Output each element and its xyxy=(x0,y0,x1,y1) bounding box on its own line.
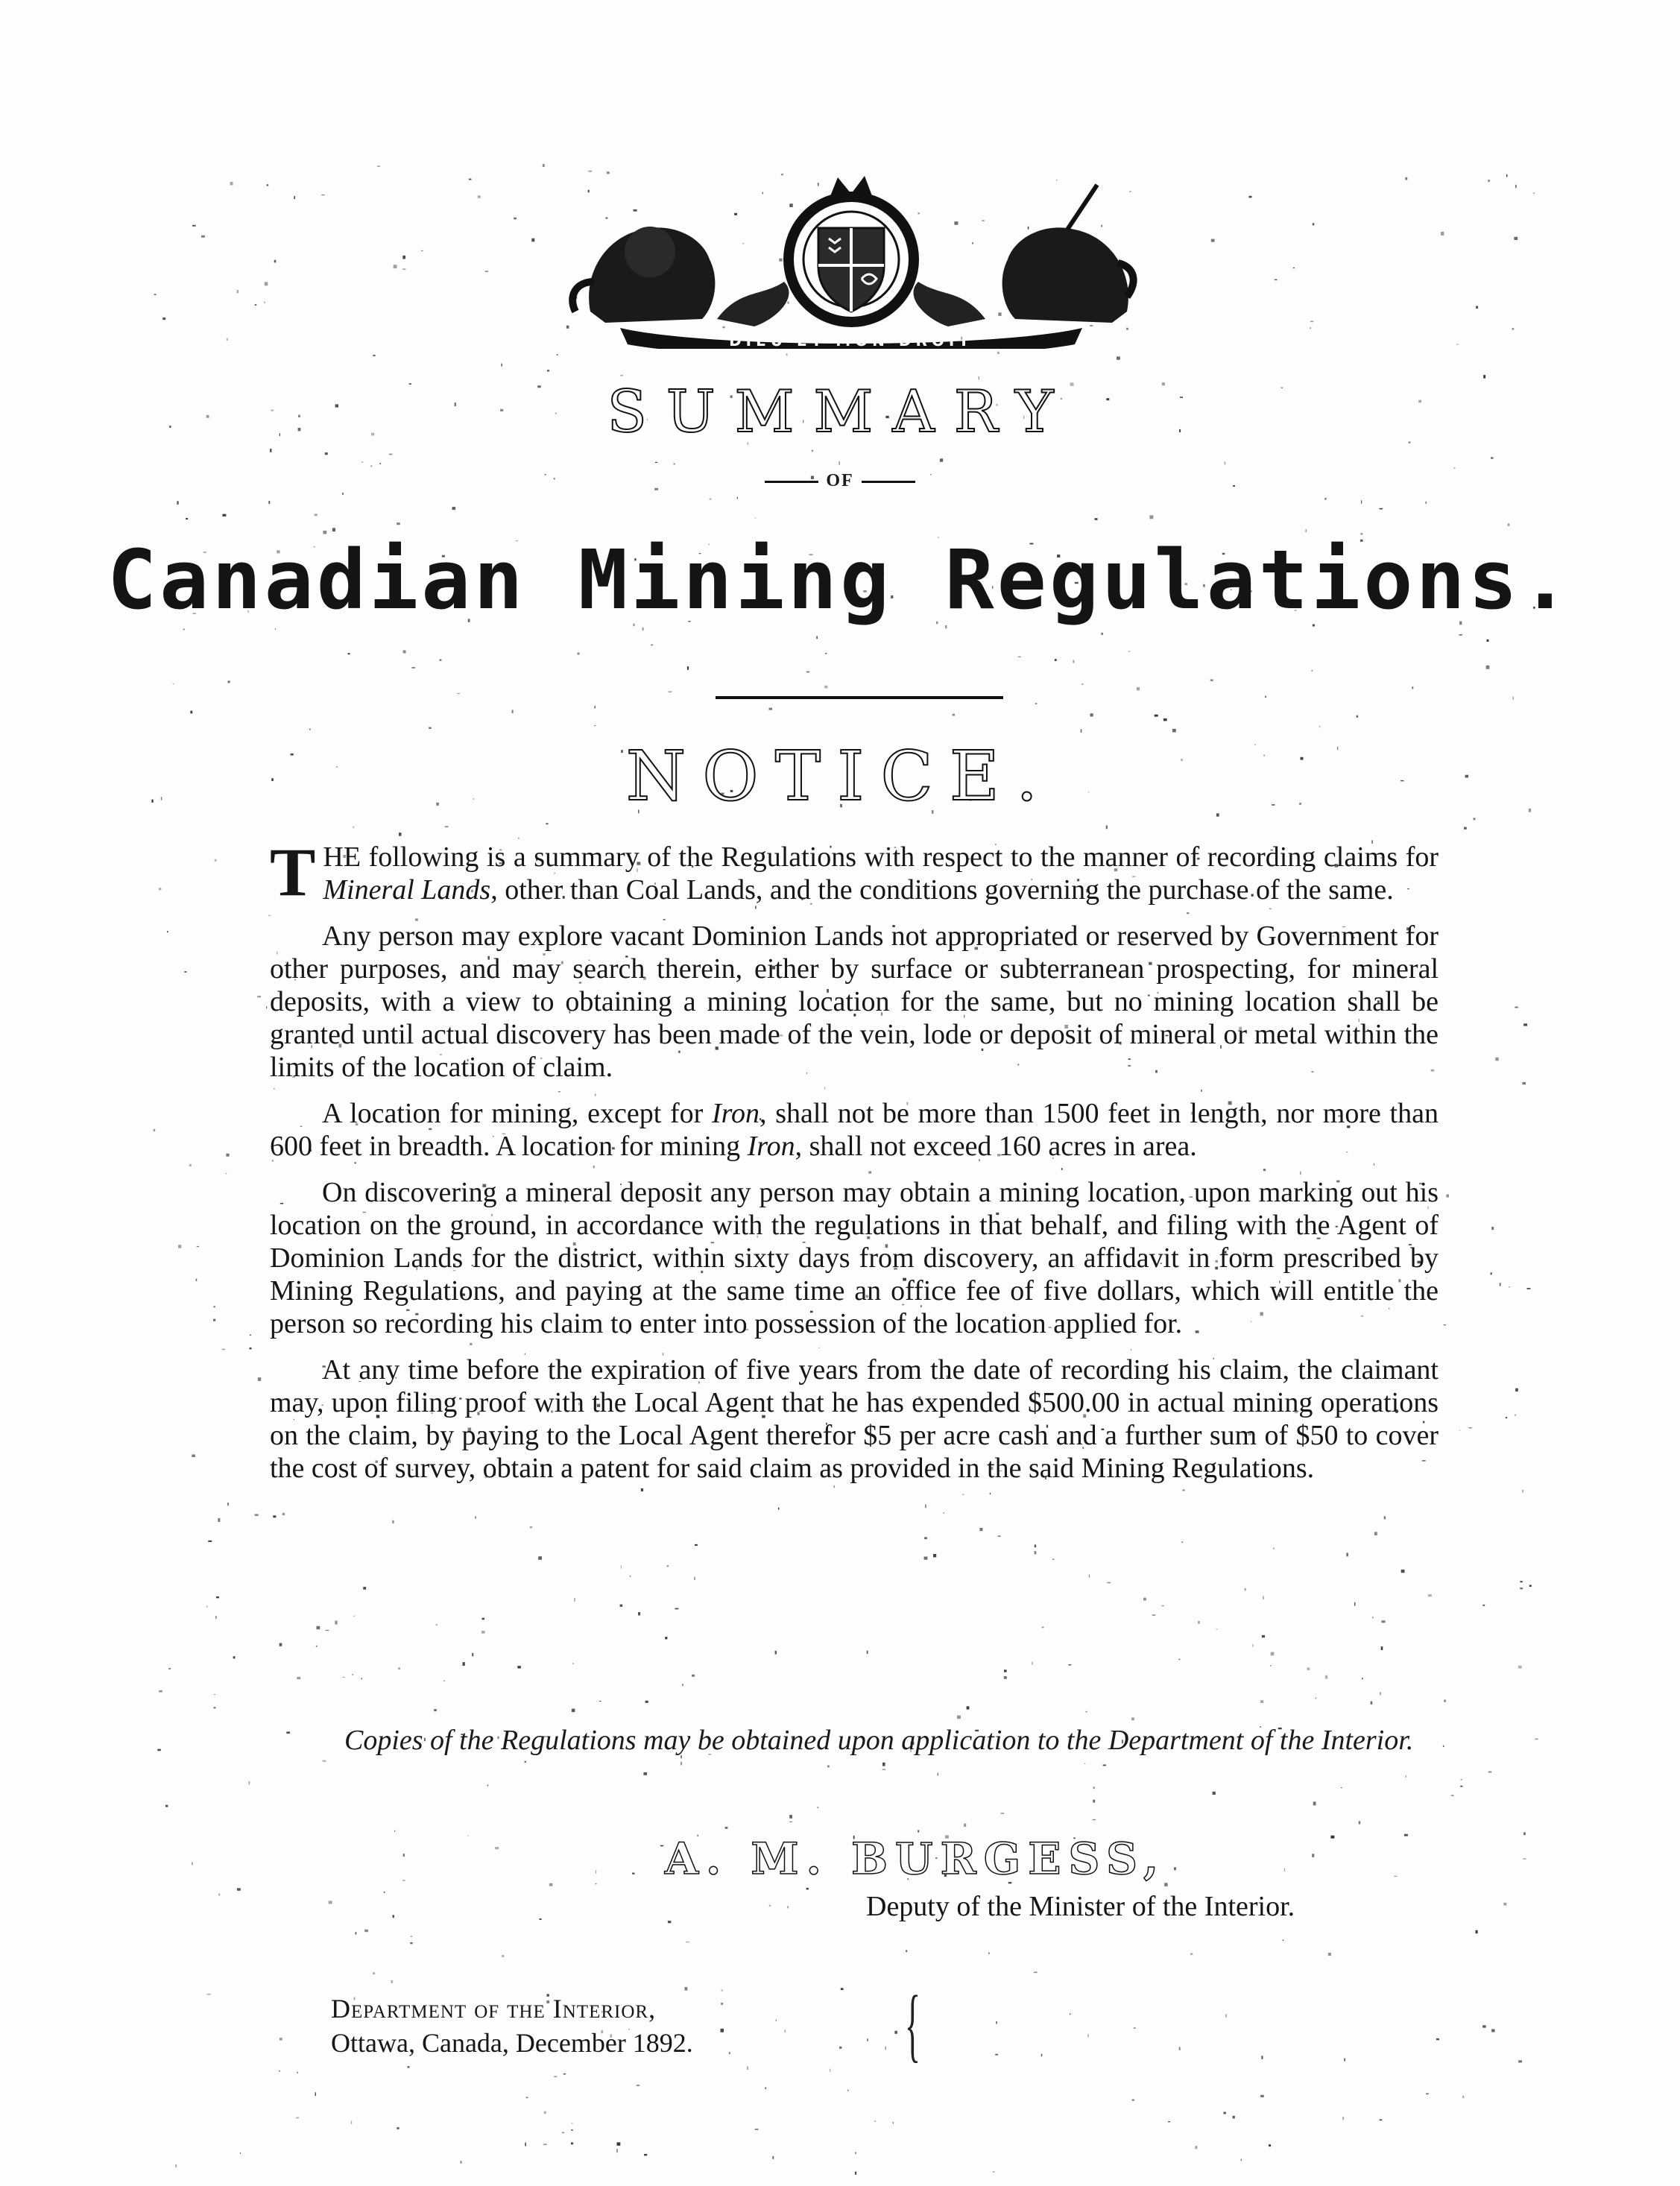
paragraph-intro xyxy=(270,834,1439,910)
location-size-mid: , shall not be more than 1500 feet in length, nor more than 600 feet in breadth. A location for mining xyxy=(270,1098,1439,1162)
location-size-tail: , shall not exceed 160 acres in area. xyxy=(795,1131,1197,1162)
page-title: Canadian Mining Regulations. xyxy=(107,532,1573,628)
copies-note: Copies of the Regulations may be obtained upon application to the Department of the Interior. xyxy=(344,1725,1414,1756)
location-size-emphasis-2: Iron xyxy=(747,1131,795,1162)
paragraph-recording: On discovering a mineral deposit any person may obtain a mining location, upon marking out his location on the ground, in accordance with the regulations in that behalf, and filing with the Agent of Dominion Lands for the district, within sixty days from discovery, an affidavit in form prescribed by Mining Regulations, and paying at the same time an office fee of five dollars, which will entitle the person so recording his claim to enter into possession of the location applied for. xyxy=(270,1177,1439,1339)
heading-notice: NOTICE. xyxy=(625,736,1055,816)
location-size-emphasis-1: Iron xyxy=(712,1098,760,1129)
paragraph-intro-lead: HE following is a summary of the Regulations with respect to the manner of recording claims for xyxy=(323,841,1439,873)
city-date-line: Ottawa, Canada, December 1892. xyxy=(331,2028,693,2058)
location-size-lead: A location for mining, except for xyxy=(322,1098,712,1129)
place-and-date xyxy=(331,1991,693,2060)
paragraph-intro-tail: , other than Coal Lands, and the conditions governing the purchase of the same. xyxy=(490,874,1394,906)
royal-coat-of-arms-icon xyxy=(560,170,1142,349)
paragraph-location-size xyxy=(270,1097,1439,1163)
ornament-dash-right xyxy=(862,481,915,483)
ornament-dash-left xyxy=(765,481,818,483)
paragraph-patent: At any time before the expiration of five years from the date of recording his claim, the claimant may, upon filing proof with the Local Agent that he has expended $500.00 in actual mining operations on the claim, by paying to the Local Agent therefor $5 per acre cash and a further sum of $50 to cover the cost of survey, obtain a patent for said claim as provided in the said Mining Regulations. xyxy=(270,1354,1439,1484)
brace-ornament: { xyxy=(904,1979,920,2070)
heading-of xyxy=(0,471,1680,491)
heading-of-text: OF xyxy=(826,471,854,490)
signature-title: Deputy of the Minister of the Interior. xyxy=(866,1891,1295,1922)
regulations-body xyxy=(270,834,1439,1498)
heading-summary: SUMMARY xyxy=(607,379,1073,446)
title-divider xyxy=(716,696,1003,699)
signature-name: A. M. BURGESS, xyxy=(665,1833,1166,1884)
paragraph-exploration: Any person may explore vacant Dominion Lands not appropriated or reserved by Government for other purposes, and may search therein, either by surface or subterranean prospecting, for mineral deposits, with a view to obtaining a mining location for the same, but no mining location shall be granted until actual discovery has been made of the vein, lode or deposit of mineral or metal within the limits of the location of claim. xyxy=(270,920,1439,1083)
department-line: Department of the Interior, xyxy=(331,1994,657,2024)
crest-motto: DIEU ET MON DROIT xyxy=(729,332,973,349)
drop-cap: T xyxy=(270,834,316,910)
paragraph-intro-emphasis: Mineral Lands xyxy=(323,874,491,906)
